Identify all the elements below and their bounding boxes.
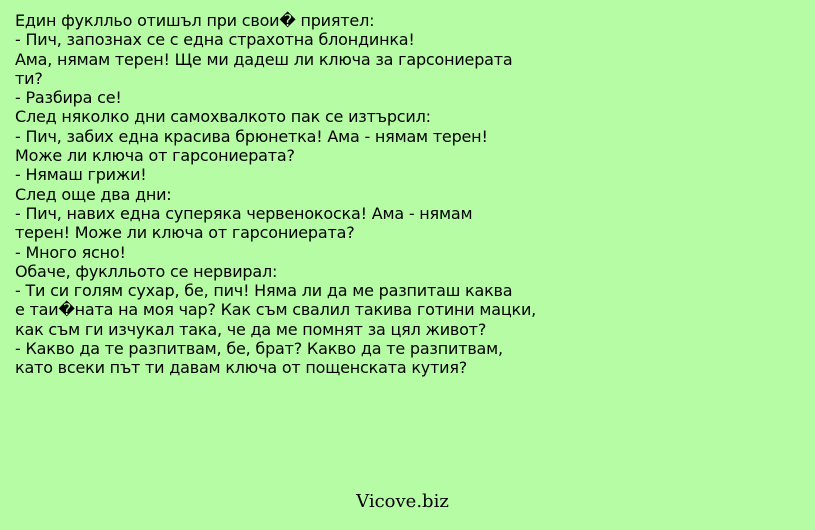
joke-line: Ама, нямам терен! Ще ми дадеш ли ключа за гарсониерата (15, 49, 513, 69)
joke-line: Един фуклльо отишъл при свои� приятел: (15, 11, 375, 30)
joke-line: След още два дни: (15, 184, 172, 204)
joke-line: терен! Може ли ключа от гарсониерата? (15, 223, 355, 243)
joke-line: Може ли ключа от гарсониерата? (15, 146, 295, 166)
joke-line: как съм ги изчукал така, че да ме помнят за цял живот? (15, 319, 487, 339)
joke-line: - Пич, запознах се с една страхотна блондинка! (15, 30, 415, 50)
joke-line: Обаче, фуклльото се нервирал: (15, 261, 278, 281)
joke-line: - Ти си голям сухар, бе, пич! Няма ли да ме разпиташ каква (15, 281, 513, 301)
joke-text (15, 11, 805, 378)
joke-line: - Разбира се! (15, 88, 122, 108)
joke-line: - Нямаш грижи! (15, 165, 147, 185)
joke-line: - Много ясно! (15, 242, 126, 262)
joke-line: като всеки път ти давам ключа от пощенската кутия? (15, 358, 468, 378)
joke-line: - Какво да те разпитвам, бе, брат? Какво да те разпитвам, (15, 339, 503, 359)
joke-line: е таи�ната на моя чар? Как съм свалил такива готини мацки, (15, 300, 537, 320)
site-watermark: Vicove.biz (356, 491, 449, 512)
joke-line: - Пич, забих една красива брюнетка! Ама - нямам терен! (15, 126, 488, 146)
joke-line: ти? (15, 68, 43, 88)
joke-line: - Пич, навих една суперяка червенокоска! Ама - нямам (15, 203, 473, 223)
joke-line: След няколко дни самохвалкото пак се изтърсил: (15, 107, 431, 127)
